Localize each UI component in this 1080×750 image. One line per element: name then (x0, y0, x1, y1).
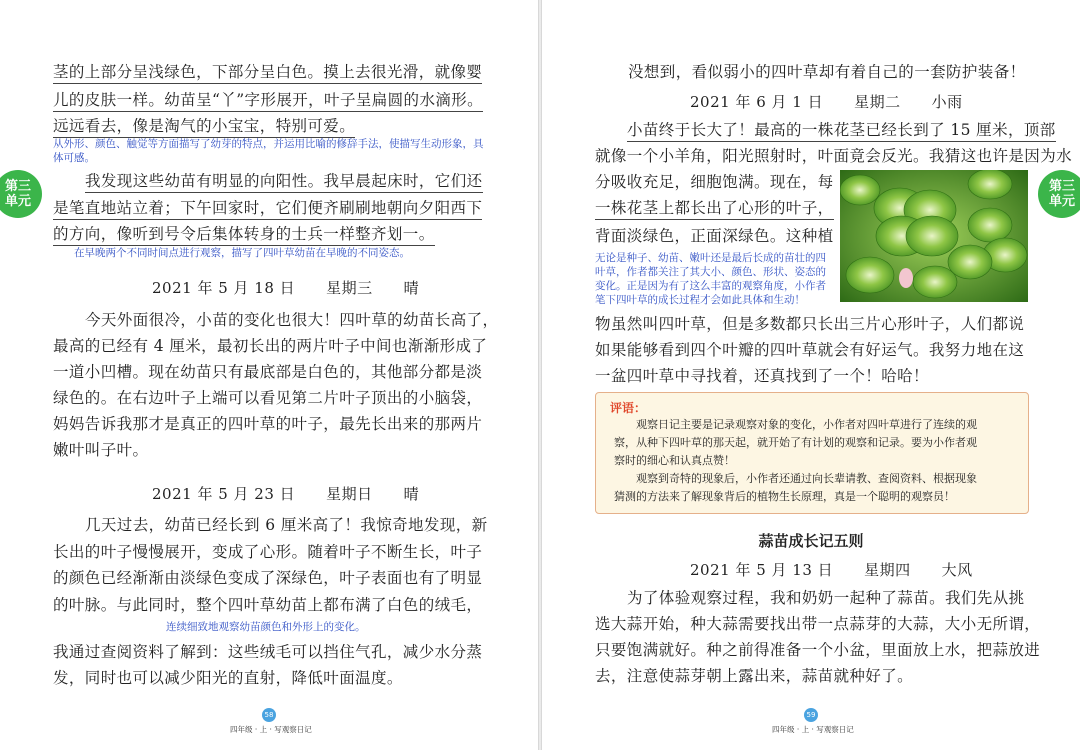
clover-photo (840, 170, 1028, 302)
page-footer: 四年级 · 上 · 写观察日记 (230, 725, 312, 734)
text-line: 的颜色已经渐渐由淡绿色变成了深绿色，叶子表面也有了明显 (53, 569, 483, 587)
text-line: 一盆四叶草中寻找着，还真找到了一个！哈哈！ (595, 367, 929, 385)
text-line: 背面淡绿色，正面深绿色。这种植 (595, 227, 834, 245)
right-page (542, 0, 1080, 750)
annotation: 连续细致地观察幼苗颜色和外形上的变化。 (166, 621, 366, 633)
text-line: 嫩叶叫子叶。 (53, 441, 149, 459)
text-line: 一道小凹槽。现在幼苗只有最底部是白色的，其他部分都是淡 (53, 363, 483, 381)
annotation: 在早晚两个不同时间点进行观察，描写了四叶草幼苗在早晚的不同姿态。 (74, 247, 410, 259)
text-line: 为了体验观察过程，我和奶奶一起种了蒜苗。我们先从挑 (627, 589, 1025, 607)
text-line: 的叶脉。与此同时，整个四叶草幼苗上都布满了白色的绒毛， (53, 596, 483, 614)
comment-label: 评语： (610, 401, 647, 415)
left-page (0, 0, 538, 750)
text-line: 一株花茎上都长出了心形的叶子， (595, 198, 834, 220)
text-line: 是笔直地站立着；下午回家时，它们便齐刷刷地朝向夕阳西下 (53, 198, 482, 220)
text-line: 几天过去，幼苗已经长到 6 厘米高了！我惊奇地发现，新 (85, 516, 488, 534)
section-title: 蒜苗成长记五则 (758, 532, 864, 550)
text-line: 小苗终于长大了！最高的一株花茎已经长到了 15 厘米，顶部 (627, 120, 1056, 142)
annotation: 笔下四叶草的成长过程才会如此具体和生动！ (595, 294, 805, 306)
page-number: 58 (262, 708, 276, 722)
entry-date: 2021 年 6 月 1 日 星期二 小雨 (690, 93, 963, 111)
text-line: 今天外面很冷，小苗的变化也很大！四叶草的幼苗长高了， (85, 311, 499, 329)
entry-date: 2021 年 5 月 18 日 星期三 晴 (152, 279, 420, 297)
text-line: 就像一个小羊角，阳光照射时，叶面竟会反光。我猜这也许是因为水 (595, 147, 1073, 165)
comment-line: 猜测的方法来了解现象背后的植物生长原理，真是一个聪明的观察员！ (614, 490, 955, 503)
text-line: 绿色的。在右边叶子上端可以看见第二片叶子顶出的小脑袋， (53, 389, 483, 407)
text-line: 长出的叶子慢慢展开，变成了心形。随着叶子不断生长，叶子 (53, 543, 483, 561)
entry-date: 2021 年 5 月 13 日 星期四 大风 (690, 561, 973, 579)
comment-line: 观察日记主要是记录观察对象的变化，小作者对四叶草进行了连续的观 (636, 418, 977, 431)
annotation: 从外形、颜色、触觉等方面描写了幼芽的特点，并运用比喻的修辞手法，使描写生动形象，具 (53, 138, 484, 150)
text-line: 儿的皮肤一样。幼苗呈“丫”字形展开，叶子呈扁圆的水滴形。 (53, 90, 483, 112)
text-line: 选大蒜开始，种大蒜需要找出带一点蒜芽的大蒜，大小无所谓， (595, 615, 1041, 633)
text-line: 如果能够看到四个叶瓣的四叶草就会有好运气。我努力地在这 (595, 341, 1025, 359)
text-line: 发，同时也可以减少阳光的直射，降低叶面温度。 (53, 669, 403, 687)
unit-tab: 第三 单元 (0, 170, 42, 218)
text-line: 物虽然叫四叶草，但是多数都只长出三片心形叶子，人们都说 (595, 315, 1025, 333)
annotation: 体可感。 (53, 152, 95, 164)
text-line: 去，注意使蒜芽朝上露出来，蒜苗就种好了。 (595, 667, 914, 685)
text-line: 最高的已经有 4 厘米，最初长出的两片叶子中间也渐渐形成了 (53, 337, 488, 355)
comment-line: 察，从种下四叶草的那天起，就开始了有计划的观察和记录。要为小作者观 (614, 436, 977, 449)
comment-line: 观察到奇特的现象后，小作者还通过向长辈请教、查阅资料、根据现象 (636, 472, 977, 485)
text-line: 没想到，看似弱小的四叶草却有着自己的一套防护装备！ (628, 63, 1026, 81)
text-line: 我通过查阅资料了解到：这些绒毛可以挡住气孔，减少水分蒸 (53, 643, 483, 661)
text-line: 茎的上部分呈浅绿色，下部分呈白色。摸上去很光滑，就像婴 (53, 62, 482, 84)
text-line: 只要饱满就好。种之前得准备一个小盆，里面放上水，把蒜放进 (595, 641, 1041, 659)
text-line: 我发现这些幼苗有明显的向阳性。我早晨起床时，它们还 (85, 171, 483, 193)
comment-box (595, 392, 1029, 514)
page-footer: 四年级 · 上 · 写观察日记 (772, 725, 854, 734)
text-line: 分吸收充足，细胞饱满。现在，每 (595, 173, 834, 191)
annotation: 无论是种子、幼苗、嫩叶还是最后长成的苗壮的四 (595, 252, 826, 264)
annotation: 变化。正是因为有了这么丰富的观察角度，小作者 (595, 280, 826, 292)
text-line: 妈妈告诉我那才是真正的四叶草的叶子，最先长出来的那两片 (53, 415, 483, 433)
page-number: 59 (804, 708, 818, 722)
text-line: 远远看去，像是淘气的小宝宝，特别可爱。 (53, 116, 355, 138)
comment-line: 察时的细心和认真点赞！ (614, 454, 735, 467)
annotation: 叶草，作者都关注了其大小、颜色、形状、姿态的 (595, 266, 826, 278)
text-line: 的方向，像听到号令后集体转身的士兵一样整齐划一。 (53, 224, 435, 246)
unit-tab: 第三 单元 (1038, 170, 1080, 218)
entry-date: 2021 年 5 月 23 日 星期日 晴 (152, 485, 420, 503)
